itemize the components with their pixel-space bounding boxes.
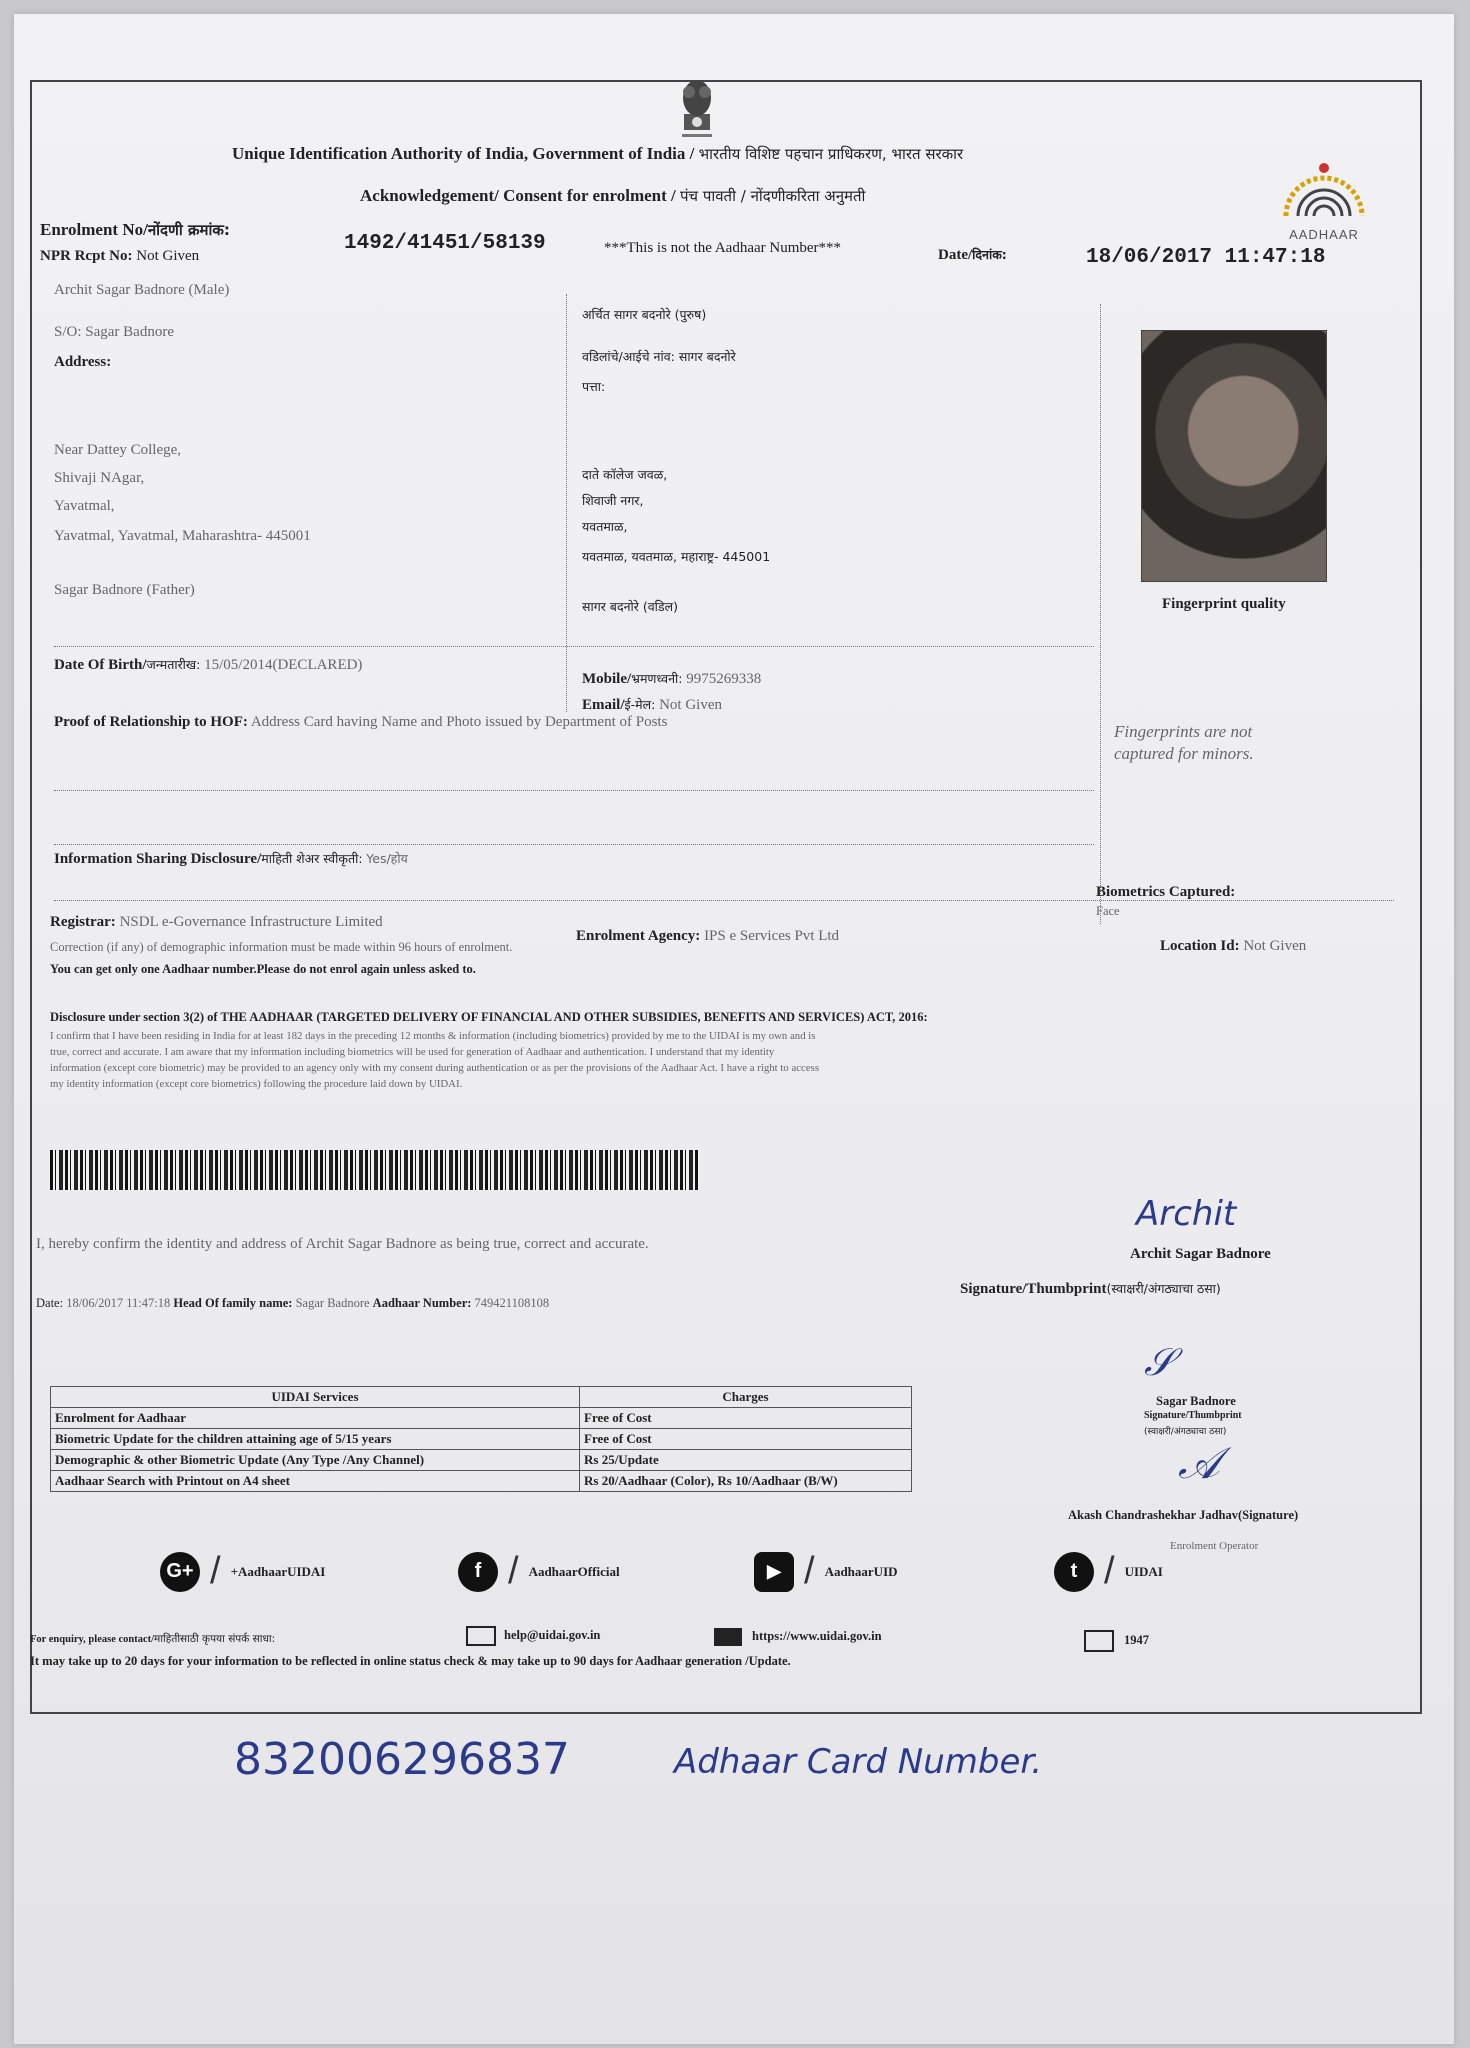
table-row [51, 1429, 912, 1450]
address-line-en-3: Yavatmal, [54, 498, 115, 514]
hof-signature-label: Signature/Thumbprint [1144, 1410, 1242, 1421]
email: Email/ई-मेल: Not Given [582, 697, 722, 713]
relation-hi: वडिलांचे/आईचे नांव: सागर बदनोरे [582, 349, 736, 364]
enrolment-label: Enrolment No/नोंदणी क्रमांक: [40, 220, 230, 239]
signer-name: Archit Sagar Badnore [1130, 1246, 1271, 1262]
youtube-icon: ▶ [754, 1552, 794, 1592]
social-facebook[interactable]: f / AadhaarOfficial [458, 1550, 620, 1593]
disclosure-line-1: I confirm that I have been residing in India for at least 182 days in the preceding 12 months & information (including biometrics) provided by me to the UIDAI is my own and is [50, 1030, 816, 1042]
mail-icon [466, 1626, 496, 1646]
twitter-icon: t [1054, 1552, 1094, 1592]
address-line-hi-3: यवतमाळ, [582, 519, 628, 534]
address-label-en: Address: [54, 354, 112, 370]
uidai-services-table [50, 1386, 912, 1492]
disclosure-line-2: true, correct and accurate. I am aware that my information including biometrics will be used for generation of Aadhaar and authentication. I understand that my identity [50, 1046, 775, 1058]
fingerprint-note-1: Fingerprints are not [1114, 722, 1253, 741]
operator-name: Akash Chandrashekhar Jadhav(Signature) [1068, 1508, 1299, 1522]
date-of-birth: Date Of Birth/जन्मतारीख: 15/05/2014(DECLARED) [54, 657, 363, 673]
correction-note: Correction (if any) of demographic information must be made within 96 hours of enrolment. [50, 940, 513, 954]
address-line-hi-4: यवतमाळ, यवतमाळ, महाराष्ट्र- 445001 [582, 549, 771, 564]
social-label: AadhaarUID [824, 1563, 898, 1579]
mobile: Mobile/भ्रमणध्वनी: 9975269338 [582, 671, 762, 687]
authority-title: Unique Identification Authority of India, Government of India / भारतीय विशिष्ट पहचान प्राधिकरण, भारत सरकार [232, 144, 964, 163]
social-label: +AadhaarUIDAI [230, 1563, 326, 1579]
enrolment-agency: Enrolment Agency: IPS e Services Pvt Ltd [576, 928, 840, 944]
enquiry-text: For enquiry, please contact/माहितीसाठी कृपया संपर्क साधा: [30, 1633, 276, 1645]
address-line-en-2: Shivaji NAgar, [54, 470, 145, 486]
table-cell: Demographic & other Biometric Update (Any Type /Any Channel) [51, 1450, 580, 1471]
operator-role: Enrolment Operator [1170, 1540, 1259, 1552]
table-cell: Aadhaar Search with Printout on A4 sheet [51, 1471, 580, 1492]
form-subtitle: Acknowledgement/ Consent for enrolment / पंच पावती / नोंदणीकरिता अनुमती [360, 186, 866, 205]
address-line-en-1: Near Dattey College, [54, 442, 182, 458]
address-line-hi-1: दाते कॉलेज जवळ, [582, 467, 668, 482]
table-cell: Biometric Update for the children attaining age of 5/15 years [51, 1429, 580, 1450]
address-line-hi-2: शिवाजी नगर, [582, 493, 644, 508]
npr-receipt: NPR Rcpt No: Not Given [40, 248, 200, 264]
relation-en: S/O: Sagar Badnore [54, 324, 174, 340]
disclosure-line-4: my identity information (except core biometrics) following the procedure laid down by UIDAI. [50, 1078, 463, 1090]
biometrics-captured-value: Face [1096, 904, 1120, 918]
googleplus-icon: G+ [160, 1552, 200, 1592]
confirmation-details: Date: 18/06/2017 11:47:18 Head Of family name: Sagar Badnore Aadhaar Number: 749421108108 [36, 1296, 550, 1310]
social-label: AadhaarOfficial [528, 1563, 620, 1579]
date-label: Date/दिनांक: [938, 247, 1007, 263]
table-header-row [51, 1387, 912, 1408]
operator-signature: 𝒜 [1178, 1438, 1220, 1489]
hof-signature-label-hi: (स्वाक्षरी/अंगठ्याचा ठसा) [1144, 1427, 1227, 1437]
hof-signatory-name: Sagar Badnore [1156, 1394, 1236, 1408]
confirmation-text: I, hereby confirm the identity and address of Archit Sagar Badnore as being true, correct and accurate. [36, 1236, 649, 1252]
globe-icon [714, 1628, 742, 1646]
address-label-hi: पत्ता: [582, 379, 606, 394]
fingerprint-quality-label: Fingerprint quality [1162, 596, 1286, 612]
table-row [51, 1408, 912, 1429]
contact-phone[interactable]: 1947 [1084, 1630, 1149, 1652]
table-row [51, 1450, 912, 1471]
table-cell: Free of Cost [580, 1429, 912, 1450]
table-row [51, 1471, 912, 1492]
social-youtube[interactable]: ▶ / AadhaarUID [754, 1550, 898, 1593]
barcode [50, 1150, 700, 1190]
information-sharing: Information Sharing Disclosure/माहिती शेअर स्वीकृती: Yes/होय [54, 851, 408, 867]
address-line-en-4: Yavatmal, Yavatmal, Maharashtra- 445001 [54, 528, 311, 544]
contact-website[interactable]: https://www.uidai.gov.in [714, 1628, 882, 1646]
handwritten-aadhaar-number: 832006296837 [234, 1734, 570, 1785]
disclosure-title: Disclosure under section 3(2) of THE AADHAAR (TARGETED DELIVERY OF FINANCIAL AND OTHER SUBSIDIES, BENEFITS AND SERVICES) ACT, 2016: [50, 1010, 928, 1024]
table-cell: Free of Cost [580, 1408, 912, 1429]
enrolment-note: ***This is not the Aadhaar Number*** [604, 240, 842, 256]
disclosure-line-3: information (except core biometric) may be provided to an agency only with my consent during authentication or as per the provisions of the Aadhaar Act. I have a right to access [50, 1062, 820, 1074]
resident-photo [1141, 330, 1327, 582]
table-cell: Rs 20/Aadhaar (Color), Rs 10/Aadhaar (B/W) [580, 1471, 912, 1492]
table-header: UIDAI Services [51, 1387, 580, 1408]
contact-email[interactable]: help@uidai.gov.in [466, 1626, 600, 1646]
one-aadhaar-warning: You can get only one Aadhaar number.Please do not enrol again unless asked to. [50, 962, 476, 976]
resident-name-hi: अर्चित सागर बदनोरे (पुरुष) [582, 307, 707, 322]
hof-en: Sagar Badnore (Father) [54, 582, 195, 598]
social-label: UIDAI [1124, 1563, 1163, 1579]
location-id: Location Id: Not Given [1160, 938, 1307, 954]
signature-thumbprint-label: Signature/Thumbprint(स्वाक्षरी/अंगठ्याचा ठसा) [960, 1281, 1221, 1297]
resident-signature: Archit [1136, 1194, 1237, 1234]
table-header: Charges [580, 1387, 912, 1408]
table-cell: Enrolment for Aadhaar [51, 1408, 580, 1429]
enrolment-date: 18/06/2017 11:47:18 [1086, 246, 1326, 269]
social-googleplus[interactable]: G+ / +AadhaarUIDAI [160, 1550, 325, 1593]
aadhaar-logo-text: AADHAAR [1289, 227, 1359, 242]
fingerprint-note-2: captured for minors. [1114, 744, 1254, 763]
phone-icon [1084, 1630, 1114, 1652]
social-twitter[interactable]: t / UIDAI [1054, 1550, 1163, 1593]
table-cell: Rs 25/Update [580, 1450, 912, 1471]
resident-name-en: Archit Sagar Badnore (Male) [54, 282, 230, 298]
enrolment-number: 1492/41451/58139 [344, 232, 546, 255]
footer-note: It may take up to 20 days for your information to be reflected in online status check & may take up to 90 days for Aadhaar generation /Update. [30, 1654, 791, 1668]
hof-signature: 𝒮 [1144, 1340, 1174, 1384]
biometrics-captured-label: Biometrics Captured: [1096, 884, 1236, 900]
facebook-icon: f [458, 1552, 498, 1592]
registrar: Registrar: NSDL e-Governance Infrastructure Limited [50, 914, 383, 930]
document-sheet [14, 14, 1454, 2044]
hof-hi: सागर बदनोरे (वडिल) [582, 599, 678, 614]
proof-of-relationship: Proof of Relationship to HOF: Address Card having Name and Photo issued by Department of Posts [54, 714, 668, 730]
handwritten-label: Adhaar Card Number. [674, 1742, 1043, 1782]
